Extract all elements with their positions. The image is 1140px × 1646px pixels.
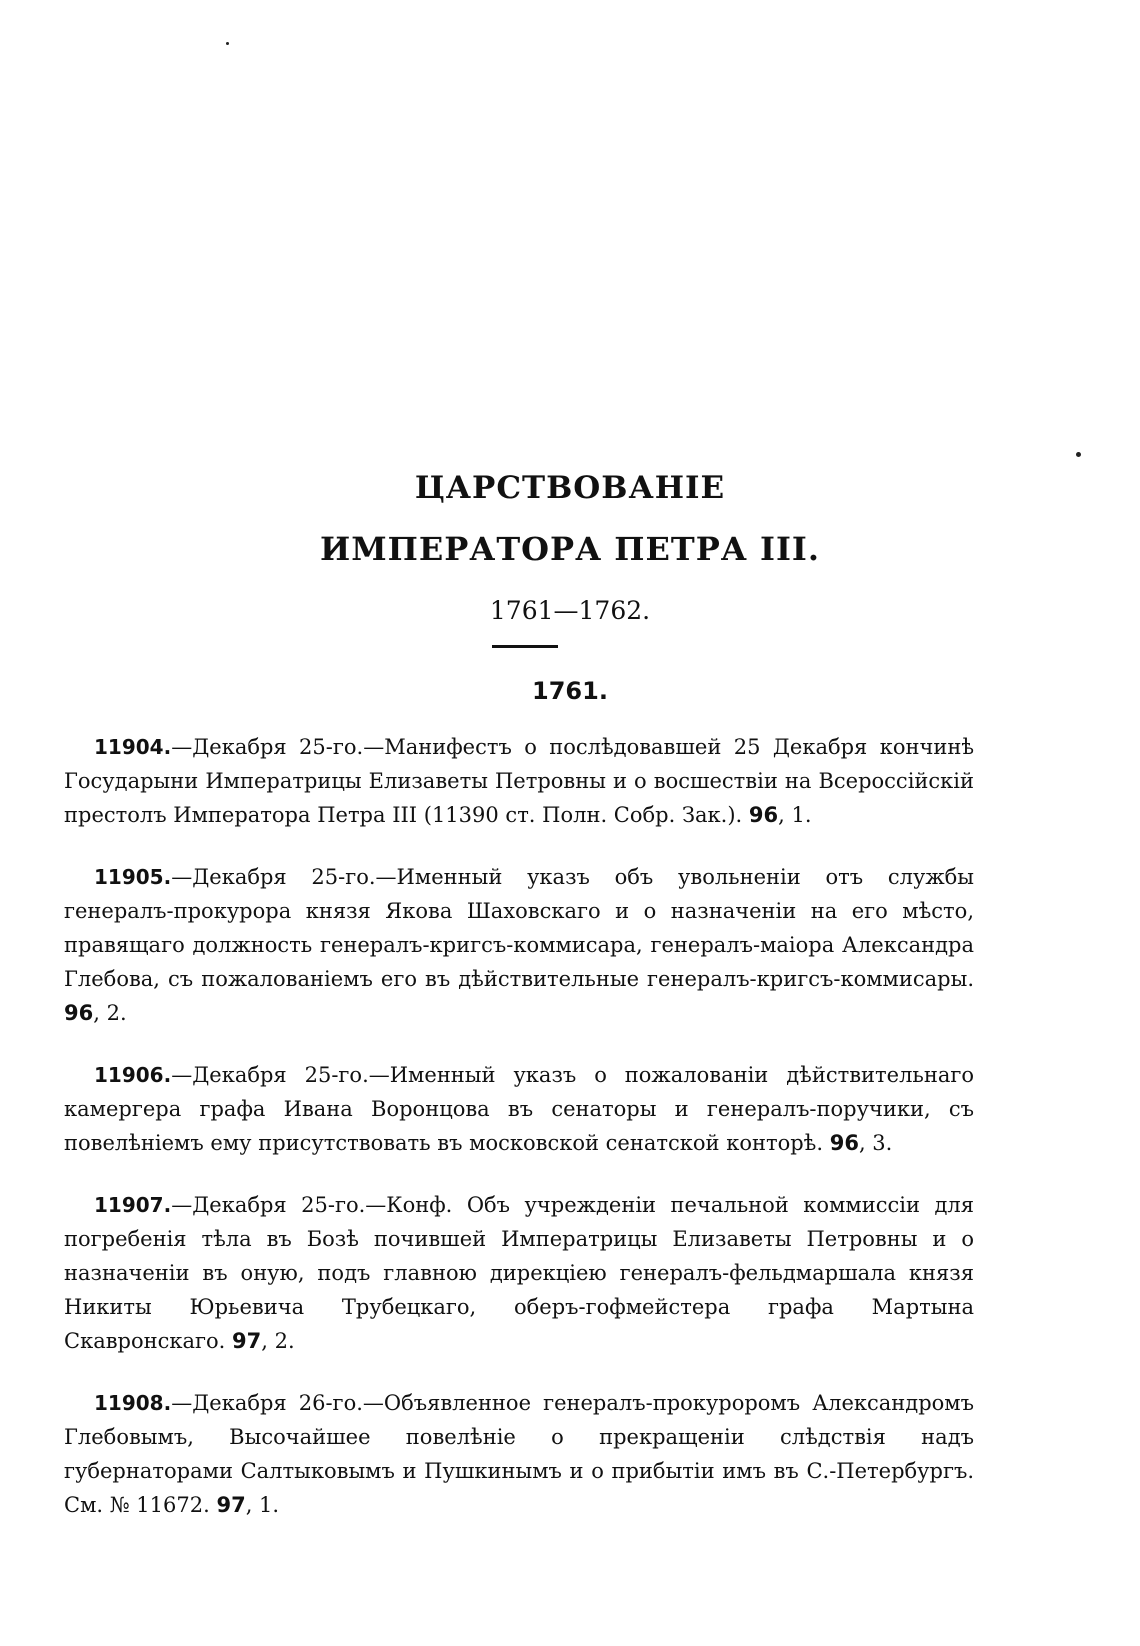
page-reference: , 1. (245, 1493, 280, 1517)
entry-number: 11904. (94, 735, 172, 759)
law-entry (64, 730, 974, 832)
divider-rule (492, 645, 558, 648)
entry-text: —Декабря 25-го.—Конф. Объ учрежденіи печальной коммиссіи для погребенія тѣла въ Бозѣ почившей Императрицы Елизаветы Петровны и о назначеніи въ оную, подъ главною дирекціею генералъ-фельдмаршала князя Никиты Юрьевича Трубецкаго, оберъ-гофмейстера графа Мартына Скавронскаго. (64, 1193, 974, 1353)
page-reference: , 2. (93, 1001, 127, 1025)
volume-reference: 96 (829, 1131, 859, 1155)
reign-title: ЦАРСТВОВАНІЕ (414, 470, 726, 506)
entries-list (64, 730, 974, 1550)
page-reference: , 1. (778, 803, 812, 827)
volume-reference: 96 (64, 1001, 94, 1025)
entry-number: 11908. (94, 1391, 172, 1415)
reign-years: 1761—1762. (489, 596, 651, 625)
page-reference: , 3. (858, 1131, 893, 1155)
law-entry (64, 1058, 974, 1160)
entry-text: —Декабря 25-го.—Именный указъ о пожалованіи дѣйствительнаго камергера графа Ивана Воронцова въ сенаторы и генералъ-поручики, съ повелѣніемъ ему присутствовать въ московской сенатской конторѣ. (64, 1063, 974, 1155)
entry-number: 11906. (94, 1063, 172, 1087)
entry-text: —Декабря 25-го.—Манифестъ о послѣдовавшей 25 Декабря кончинѣ Государыни Императрицы Елизаветы Петровны и о восшествіи на Всероссійскій престолъ Императора Петра III (11390 ст. Полн. Собр. Зак.). (64, 735, 974, 827)
entry-number: 11905. (94, 865, 172, 889)
year-heading: 1761. (532, 677, 608, 705)
entry-text: —Декабря 26-го.—Объявленное генералъ-прокуроромъ Александромъ Глебовымъ, Высочайшее повелѣніе о прекращеніи слѣдствія надъ губернаторами Салтыковымъ и Пушкинымъ и о прибытіи имъ въ С.-Петербургъ. См. № 11672. (64, 1391, 974, 1517)
entry-text: —Декабря 25-го.—Именный указъ объ увольненіи отъ службы генералъ-прокурора князя Якова Шаховскаго и о назначеніи на его мѣсто, правящаго должность генералъ-кригсъ-коммисара, генералъ-маіора Александра Глебова, съ пожалованіемъ его въ дѣйствительные генералъ-кригсъ-коммисары. (64, 865, 974, 991)
law-entry (64, 860, 974, 1030)
law-entry (64, 1386, 974, 1522)
volume-reference: 97 (232, 1329, 262, 1353)
print-speck (226, 42, 229, 45)
print-speck (1076, 452, 1081, 457)
volume-reference: 96 (748, 803, 779, 827)
law-entry (64, 1188, 974, 1358)
entry-number: 11907. (94, 1193, 172, 1217)
page-reference: , 2. (261, 1329, 295, 1353)
emperor-title: ИМПЕРАТОРА ПЕТРА III. (319, 530, 821, 568)
volume-reference: 97 (216, 1493, 246, 1517)
